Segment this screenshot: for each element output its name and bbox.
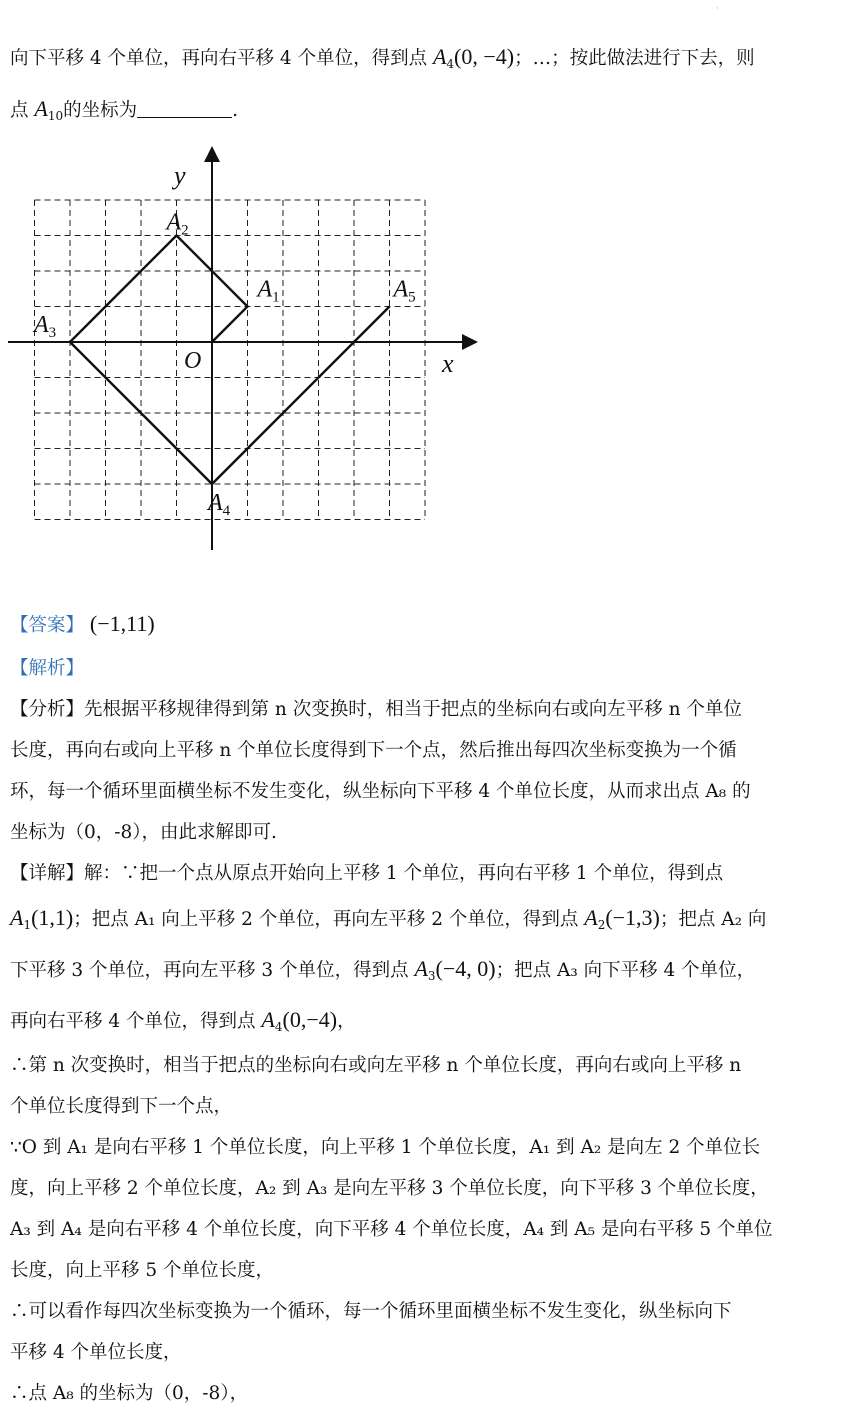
coordinate: (0, −4) [454,44,515,69]
point-label: A [34,96,48,121]
answer-value: (−1,11) [89,611,155,636]
detail-line-10 [10,1258,833,1284]
problem-line-2 [10,96,833,129]
detail-line-6 [10,1094,833,1120]
text: 下平移 3 个单位，再向左平移 3 个单位，得到点 [10,960,415,981]
analysis-label: 【解析】 [10,658,85,679]
analysis-tag: 【分析】 [10,699,85,720]
coordinate: (−1,3) [605,905,660,930]
text: ， [337,1011,356,1032]
detail-line-1 [10,861,833,887]
point-label: A [261,1007,275,1032]
problem-line-1 [10,44,833,77]
text: 向下平移 4 个单位，再向右平移 4 个单位，得到点 [10,48,433,69]
text: 长度，向上平移 5 个单位长度， [10,1260,275,1281]
text: 坐标为（0，-8），由此求解即可. [10,822,277,843]
subscript: 4 [274,1020,283,1034]
text: ；把点 A₃ 向下平移 4 个单位， [495,960,756,981]
subscript: 2 [597,918,606,932]
detail-line-4 [10,1007,833,1040]
text: A₃ 到 A₄ 是向右平移 4 个单位长度，向下平移 4 个单位长度，A₄ 到 A₅ 是向右平移 5 个单位 [10,1219,773,1240]
detail-line-13 [10,1381,833,1407]
subscript: 3 [427,969,436,983]
point-label: A [432,44,447,69]
analysis-line-4 [10,820,833,846]
axis-y-label: y [174,161,186,190]
origin-label: O [184,348,202,374]
text: ∴可以看作每四次坐标变换为一个循环，每一个循环里面横坐标不发生变化，纵坐标向下 [10,1301,732,1322]
detail-line-11 [10,1299,833,1325]
coordinate: (0,−4) [282,1007,338,1032]
point-label-a2: $A_2$ [166,209,189,239]
analysis-line-3 [10,779,833,805]
detail-line-3 [10,956,833,989]
point-label-a1: $A_1$ [257,276,280,306]
text: ；…；按此做法进行下去，则 [514,48,755,69]
detail-line-12 [10,1340,833,1366]
text: ；把点 A₂ 向 [659,909,767,930]
text: ；把点 A₁ 向上平移 2 个单位，再向左平移 2 个单位，得到点 [73,909,585,930]
text: 度，向上平移 2 个单位长度，A₂ 到 A₃ 是向左平移 3 个单位长度，向下平移 3 个单位长度， [10,1178,769,1199]
detail-tag: 【详解】 [10,863,85,884]
text: 再向右平移 4 个单位，得到点 [10,1011,262,1032]
axis-x-label: x [442,349,454,378]
answer-line [10,611,833,639]
text: ∵O 到 A₁ 是向右平移 1 个单位长度，向上平移 1 个单位长度，A₁ 到 A₂ 是向左 2 个单位长 [10,1137,761,1158]
point-label-a5: $A_5$ [393,276,416,306]
text: 先根据平移规律得到第 n 次变换时，相当于把点的坐标向右或向左平移 n 个单位 [84,699,742,720]
detail-line-9 [10,1217,833,1243]
point-label-a3: $A_3$ [34,312,57,341]
text: 环，每一个循环里面横坐标不发生变化，纵坐标向下平移 4 个单位长度，从而求出点 A₈ 的 [10,781,751,802]
detail-line-2 [10,905,833,938]
text: 个单位长度得到下一个点， [10,1096,233,1117]
text: ∴第 n 次变换时，相当于把点的坐标向右或向左平移 n 个单位长度，再向右或向上平移 n [10,1055,742,1076]
point-label: A [584,905,598,930]
point-label: A [414,956,428,981]
detail-line-5 [10,1053,833,1079]
point-label-a4: $A_4$ [208,490,231,519]
point-label: A [10,905,24,930]
answer-blank [137,99,232,118]
text: 点 [10,100,35,121]
detail-line-8 [10,1176,833,1202]
answer-label: 【答案】 [10,615,85,636]
coordinate: (−4, 0) [435,956,496,981]
text: ∴点 A₈ 的坐标为（0，-8）， [10,1383,249,1404]
text: 的坐标为 [63,100,138,121]
analysis-line-1 [10,697,833,723]
subscript: 1 [23,918,32,932]
analysis-line-2 [10,738,833,764]
subscript: 10 [47,109,64,123]
coordinate: (1,1) [31,905,74,930]
dashed-grid [35,200,426,520]
detail-line-7 [10,1135,833,1161]
text: 解：∵把一个点从原点开始向上平移 1 个单位，再向右平移 1 个单位，得到点 [84,863,724,884]
stray-dot: · [716,4,719,13]
subscript: 4 [446,57,455,71]
text: 长度，再向右或向上平移 n 个单位长度得到下一个点，然后推出每四次坐标变换为一个循 [10,740,737,761]
text: . [232,100,239,121]
transform-path [70,236,390,485]
text: 平移 4 个单位长度， [10,1342,182,1363]
coordinate-figure [0,135,500,560]
analysis-header [10,656,833,682]
